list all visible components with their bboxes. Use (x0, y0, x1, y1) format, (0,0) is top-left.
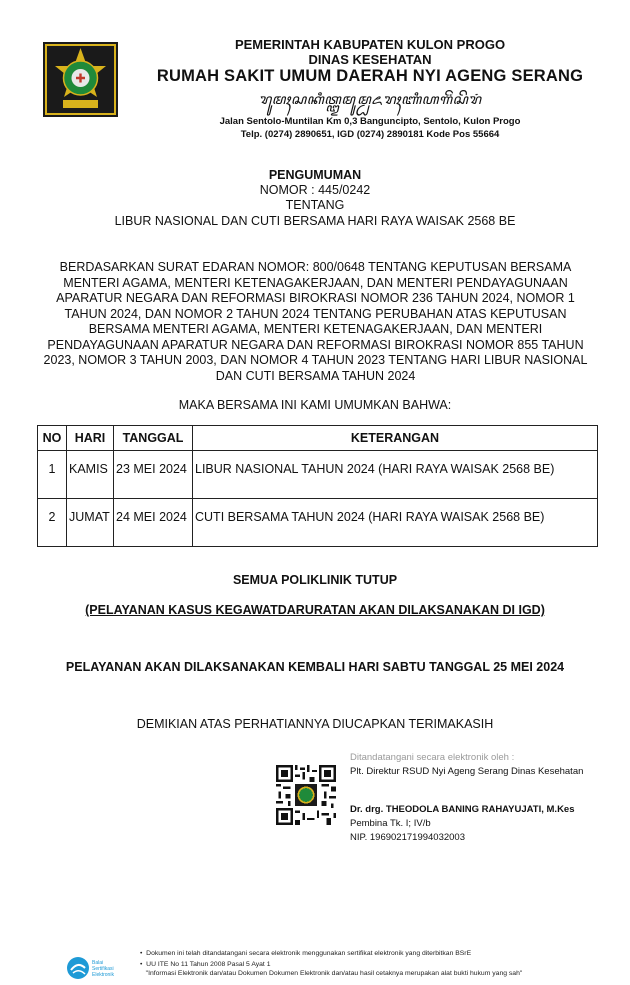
notice-emergency-igd: (PELAYANAN KASUS KEGAWATDARURATAN AKAN DILAKSANAKAN DI IGD) (85, 603, 545, 617)
notice-poliklinik-closed: SEMUA POLIKLINIK TUTUP (232, 573, 398, 587)
header-keterangan: KETERANGAN (193, 426, 598, 451)
table-row (38, 499, 598, 547)
letterhead-javanese-script: ꦫꦸꦩꦃꦱꦏꦶꦠ꧀ꦈꦩꦸꦩ꧀ꦝꦌꦫꦃꦚꦶꦲꦒꦼꦁꦱꦼꦫꦁ (258, 92, 482, 108)
cell-keterangan: CUTI BERSAMA TAHUN 2024 (HARI RAYA WAISAK 2568 BE) (193, 499, 598, 547)
letterhead-government: PEMERINTAH KABUPATEN KULON PROGO (234, 37, 506, 52)
letterhead-address: Jalan Sentolo-Muntilan Km 0,3 Banguncipto, Sentolo, Kulon Progo (219, 116, 521, 127)
announcement-heading: PENGUMUMAN (268, 168, 362, 182)
signed-electronically-note: Ditandatangani secara elektronik oleh : (350, 752, 515, 763)
cell-tanggal: 23 MEI 2024 (114, 451, 193, 499)
letterhead-department: DINAS KESEHATAN (308, 52, 432, 67)
cell-hari: JUMAT (67, 499, 114, 547)
hospital-logo (43, 42, 118, 117)
bsre-logo-icon (66, 955, 122, 981)
holiday-table (37, 425, 598, 547)
closing-statement: DEMIKIAN ATAS PERHATIANNYA DIUCAPKAN TERIMAKASIH (136, 717, 494, 731)
cell-keterangan: LIBUR NASIONAL TAHUN 2024 (HARI RAYA WAISAK 2568 BE) (193, 451, 598, 499)
announcement-subject: LIBUR NASIONAL DAN CUTI BERSAMA HARI RAYA WAISAK 2568 BE (114, 214, 516, 228)
cell-hari: KAMIS (67, 451, 114, 499)
table-row (38, 451, 598, 499)
svg-text:Elektronik: Elektronik (92, 972, 114, 978)
cell-tanggal: 24 MEI 2024 (114, 499, 193, 547)
signer-position: Plt. Direktur RSUD Nyi Ageng Serang Dinas Kesehatan (350, 766, 584, 777)
intro-statement: MAKA BERSAMA INI KAMI UMUMKAN BAHWA: (178, 398, 452, 412)
signer-name: Dr. drg. THEODOLA BANING RAHAYUJATI, M.Kes (350, 804, 575, 815)
footer-line-certificate: • Dokumen ini telah ditandatangani secara elektronik menggunakan sertifikat elektronik yang diterbitkan BSrE (140, 950, 472, 957)
announcement-about-label: TENTANG (285, 198, 345, 212)
notice-service-resume: PELAYANAN AKAN DILAKSANAKAN KEMBALI HARI SABTU TANGGAL 25 MEI 2024 (65, 660, 565, 674)
letterhead-phone: Telp. (0274) 2890651, IGD (0274) 2890181 Kode Pos 55664 (240, 129, 500, 140)
table-header-row (38, 426, 598, 451)
qr-code-icon (276, 765, 336, 825)
cell-no: 1 (38, 451, 67, 499)
footer-line-quote: "Informasi Elektronik dan/atau Dokumen Dokumen Elektronik dan/atau hasil cetaknya merupakan alat bukti hukum yang sah" (145, 970, 523, 977)
announcement-number: NOMOR : 445/0242 (259, 183, 371, 197)
svg-text:Sertifikasi: Sertifikasi (92, 966, 114, 972)
letterhead-hospital-name: RUMAH SAKIT UMUM DAERAH NYI AGENG SERANG (156, 67, 584, 85)
header-tanggal: TANGGAL (114, 426, 193, 451)
cell-no: 2 (38, 499, 67, 547)
header-hari: HARI (67, 426, 114, 451)
legal-basis-paragraph: BERDASARKAN SURAT EDARAN NOMOR: 800/0648 TENTANG KEPUTUSAN BERSAMA MENTERI AGAMA, MENTERI KETENAGAKERJAAN, DAN MENTERI PENDAYAGUNAAN APARATUR NEGARA DAN REFORMASI BIROKRASI NOMOR 236 TAHUN 2024, NOMOR 1 TAHUN 2024, DAN NOMOR 2 TAHUN 2024 TENTANG PERUBAHAN ATAS KEPUTUSAN BERSAMA MENTERI AGAMA, MENTERI KETENAGAKERJAAN, DAN MENTERI PENDAYAGUNAAN APARATUR NEGARA DAN REFORMASI BIROKRASI NOMOR 855 TAHUN 2023, NOMOR 3 TAHUN 2003, DAN NOMOR 4 TAHUN 2023 TENTANG HARI LIBUR NASIONAL DAN CUTI BERSAMA TAHUN 2024 (43, 260, 588, 383)
signer-nip: NIP. 196902171994032003 (350, 832, 465, 843)
footer-line-law: • UU ITE No 11 Tahun 2008 Pasal 5 Ayat 1 (140, 961, 271, 968)
signer-rank: Pembina Tk. I; IV/b (350, 818, 431, 829)
header-no: NO (38, 426, 67, 451)
svg-text:Balai: Balai (92, 960, 104, 966)
